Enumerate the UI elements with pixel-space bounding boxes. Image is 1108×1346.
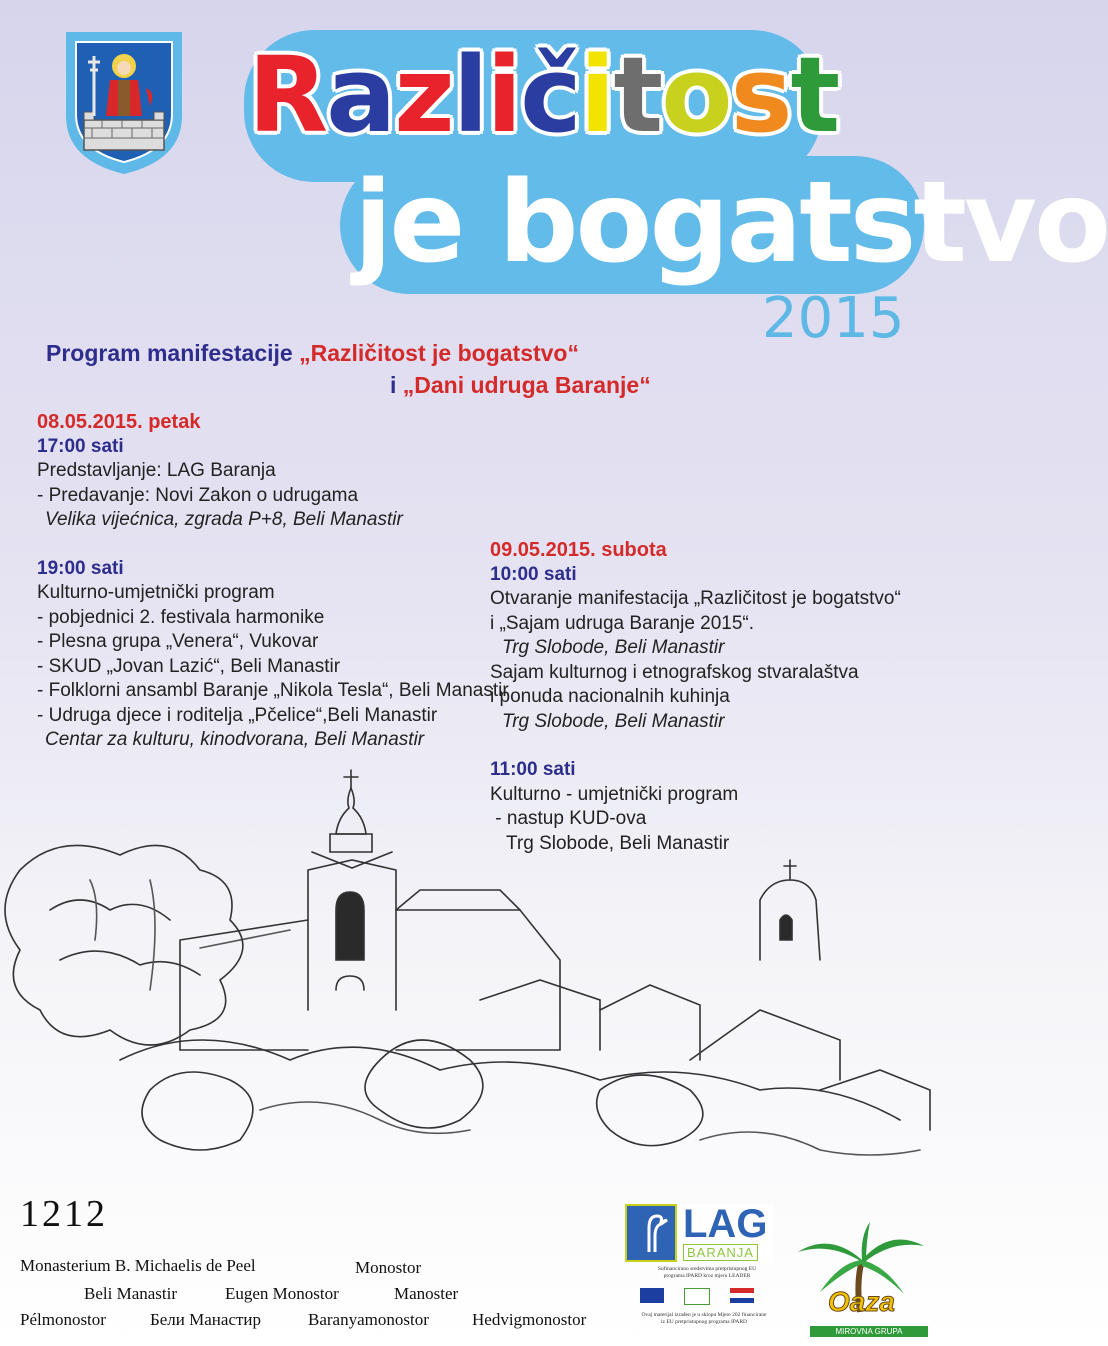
day-1-time-2: 19:00 sati (37, 557, 124, 579)
day-2-item: i ponuda nacionalnih kuhinja (490, 686, 730, 707)
day-2-item: Kulturno - umjetnički program (490, 783, 739, 805)
title-letter: R (248, 34, 327, 156)
day-1-schedule (37, 410, 509, 753)
lag-note-line: programa IPARD kroz mjeru LEADER (663, 1273, 751, 1279)
town-sketch-illustration (0, 760, 935, 1200)
history-name: Pélmonostor (20, 1310, 106, 1329)
oaza-name: Oaza (828, 1286, 895, 1317)
history-year: 1212 (20, 1193, 108, 1235)
day-2-item: Otvaranje manifestacija „Različitost je bogatstvo“ (490, 588, 901, 609)
day-1-item: - SKUD „Jovan Lazić“, Beli Manastir (37, 655, 341, 677)
croatia-flag-icon (730, 1288, 754, 1303)
day-1-time-1: 17:00 sati (37, 435, 124, 457)
lag-note-line: iz EU pretpristupnog programa IPARD (661, 1319, 747, 1325)
history-name: Manoster (394, 1284, 459, 1303)
title-letter: a (326, 34, 395, 156)
program-heading-event-1: „Različitost je bogatstvo“ (299, 340, 579, 366)
lag-funding-note (632, 1266, 782, 1280)
title-letter: t (790, 34, 839, 156)
day-1-item: Kulturno-umjetnički program (37, 582, 275, 603)
program-heading-line-1 (46, 340, 579, 367)
day-2-item: i „Sajam udruga Baranje 2015“. (490, 612, 755, 634)
title-year: 2015 (762, 286, 905, 351)
title-line-2: je bogatstvo (354, 158, 1108, 288)
day-1-item: - Plesna grupa „Venera“, Vukovar (37, 631, 319, 652)
lag-note-line: Sufinancirano sredstvima pretpristupnog EU (657, 1266, 757, 1272)
coat-of-arms-icon (62, 28, 186, 178)
title-letter: i (486, 34, 521, 156)
title-letter: t (613, 34, 662, 156)
day-2-time-2: 11:00 sati (490, 759, 576, 780)
day-2-time-1: 10:00 sati (490, 563, 577, 585)
title-letter: s (730, 34, 791, 156)
heron-icon (625, 1204, 677, 1262)
lag-note-line: Ovaj materijal izrađen je u sklopu Mjere 202 financirane (641, 1312, 767, 1318)
title-letter: č (520, 34, 580, 156)
lag-title: LAG (683, 1202, 768, 1246)
lag-subtitle: BARANJA (683, 1244, 758, 1261)
history-name: Бели Манастир (150, 1310, 262, 1329)
day-1-date: 08.05.2015. petak (37, 411, 201, 433)
program-heading-event-2: „Dani udruga Baranje“ (402, 372, 651, 398)
day-2-item: - nastup KUD-ova (490, 808, 647, 829)
day-1-item: - Udruga djece i roditelja „Pčelice“,Beli Manastir (37, 704, 438, 726)
oaza-subtitle: MIROVNA GRUPA (810, 1326, 928, 1337)
eu-flag-icon (640, 1288, 664, 1303)
oaza-logo (790, 1222, 928, 1340)
program-heading-prefix: Program manifestacije (46, 340, 300, 366)
history-name: Eugen Monostor (225, 1284, 339, 1303)
history-name: Monostor (355, 1258, 422, 1277)
day-1-venue-2: Centar za kulturu, kinodvorana, Beli Manastir (45, 729, 425, 750)
history-name: Beli Manastir (84, 1284, 178, 1303)
day-1-item: - Predavanje: Novi Zakon o udrugama (37, 484, 359, 506)
lag-baranja-logo (625, 1204, 773, 1264)
program-heading-line-2 (390, 372, 651, 399)
title-letter: i (579, 34, 614, 156)
title-letter: z (394, 34, 453, 156)
leader-logo-icon (684, 1288, 710, 1305)
lag-ipard-note (624, 1312, 784, 1326)
day-2-venue-3: Trg Slobode, Beli Manastir (506, 832, 730, 854)
history-name: Monasterium B. Michaelis de Peel (20, 1256, 256, 1275)
history-name: Baranyamonostor (308, 1310, 429, 1329)
program-heading-and: i (390, 372, 403, 398)
title-letter: l (452, 34, 487, 156)
day-1-item: - Folklorni ansambl Baranje „Nikola Tesla“, Beli Manastir (37, 680, 509, 701)
title-line-1 (248, 34, 838, 156)
eu-flags-row (640, 1286, 780, 1306)
history-name: Hedvigmonostor (472, 1310, 587, 1329)
day-1-item: - pobjednici 2. festivala harmonike (37, 606, 325, 628)
day-2-date: 09.05.2015. subota (490, 539, 667, 561)
day-2-venue-1: Trg Slobode, Beli Manastir (502, 637, 725, 658)
day-2-item: Sajam kulturnog i etnografskog stvaralaštva (490, 661, 859, 683)
title-letter: o (661, 34, 731, 156)
day-1-venue-1: Velika vijećnica, zgrada P+8, Beli Manastir (45, 509, 403, 530)
day-2-venue-2: Trg Slobode, Beli Manastir (502, 710, 725, 732)
day-1-item: Predstavljanje: LAG Baranja (37, 460, 276, 481)
